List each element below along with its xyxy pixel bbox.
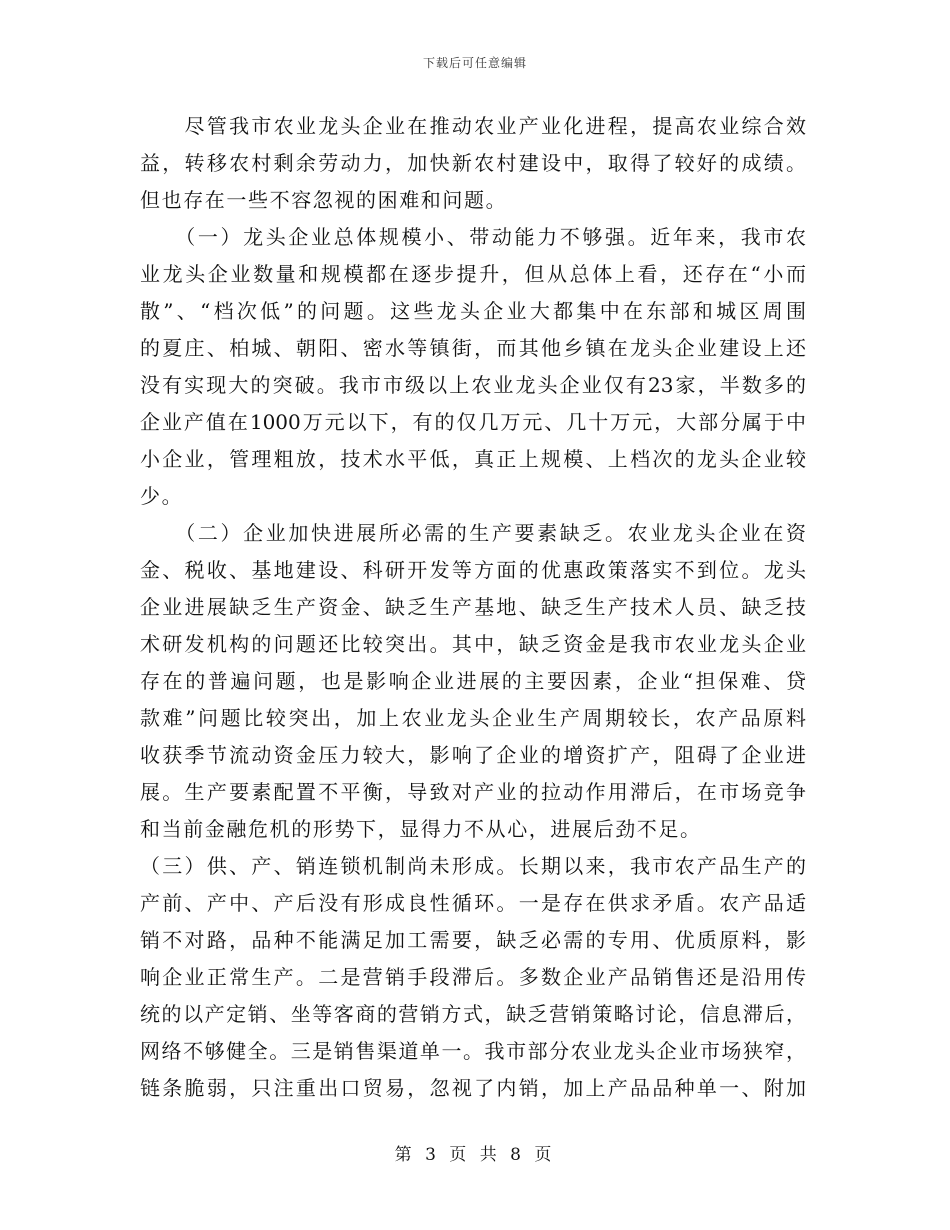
text-line: 尽管我市农业龙头企业在推动农业产业化进程，提高农业综合效 bbox=[140, 114, 806, 138]
text-line: 没有实现大的突破。我市市级以上农业龙头企业仅有23家，半数多的 bbox=[140, 373, 806, 397]
text-line: 销不对路，品种不能满足加工需要，缺乏必需的专用、优质原料，影 bbox=[140, 928, 806, 952]
text-line: （三）供、产、销连锁机制尚未形成。长期以来，我市农产品生产的 bbox=[140, 854, 806, 878]
text-line: 网络不够健全。三是销售渠道单一。我市部分农业龙头企业市场狭窄， bbox=[140, 1039, 806, 1063]
text-line: 存在的普遍问题，也是影响企业进展的主要因素，企业“担保难、贷 bbox=[140, 669, 806, 693]
text-line: 但也存在一些不容忽视的困难和问题。 bbox=[140, 188, 508, 212]
text-line: 收获季节流动资金压力较大，影响了企业的增资扩产，阻碍了企业进 bbox=[140, 743, 806, 767]
text-line: （一）龙头企业总体规模小、带动能力不够强。近年来，我市农 bbox=[140, 225, 806, 249]
text-line: 小企业，管理粗放，技术水平低，真正上规模、上档次的龙头企业较 bbox=[140, 447, 806, 471]
text-line: 企业产值在1000万元以下，有的仅几万元、几十万元，大部分属于中 bbox=[140, 410, 806, 434]
text-line: 术研发机构的问题还比较突出。其中，缺乏资金是我市农业龙头企业 bbox=[140, 632, 806, 656]
text-line: （二）企业加快进展所必需的生产要素缺乏。农业龙头企业在资 bbox=[140, 521, 806, 545]
text-line: 益，转移农村剩余劳动力，加快新农村建设中，取得了较好的成绩。 bbox=[140, 151, 806, 175]
text-line: 的夏庄、柏城、朝阳、密水等镇街，而其他乡镇在龙头企业建设上还 bbox=[140, 336, 806, 360]
text-line: 款难”问题比较突出，加上农业龙头企业生产周期较长，农产品原料 bbox=[140, 706, 806, 730]
text-line: 响企业正常生产。二是营销手段滞后。多数企业产品销售还是沿用传 bbox=[140, 965, 806, 989]
text-line: 业龙头企业数量和规模都在逐步提升，但从总体上看，还存在“小而 bbox=[140, 262, 806, 286]
text-line: 和当前金融危机的形势下，显得力不从心，进展后劲不足。 bbox=[140, 817, 702, 841]
text-line: 少。 bbox=[140, 484, 184, 508]
page-number: 第 3 页 共 8 页 bbox=[394, 1145, 556, 1165]
text-line: 散”、“档次低”的问题。这些龙头企业大都集中在东部和城区周围 bbox=[140, 299, 806, 323]
text-line: 展。生产要素配置不平衡，导致对产业的拉动作用滞后，在市场竞争 bbox=[140, 780, 806, 804]
header-note: 下载后可任意编辑 bbox=[422, 56, 527, 70]
text-line: 金、税收、基地建设、科研开发等方面的优惠政策落实不到位。龙头 bbox=[140, 558, 806, 582]
text-line: 链条脆弱，只注重出口贸易，忽视了内销，加上产品品种单一、附加 bbox=[140, 1076, 806, 1100]
document-body bbox=[140, 108, 806, 1107]
text-line: 产前、产中、产后没有形成良性循环。一是存在供求矛盾。农产品适 bbox=[140, 891, 806, 915]
text-line: 统的以产定销、坐等客商的营销方式，缺乏营销策略讨论，信息滞后， bbox=[140, 1002, 806, 1026]
text-line: 企业进展缺乏生产资金、缺乏生产基地、缺乏生产技术人员、缺乏技 bbox=[140, 595, 806, 619]
